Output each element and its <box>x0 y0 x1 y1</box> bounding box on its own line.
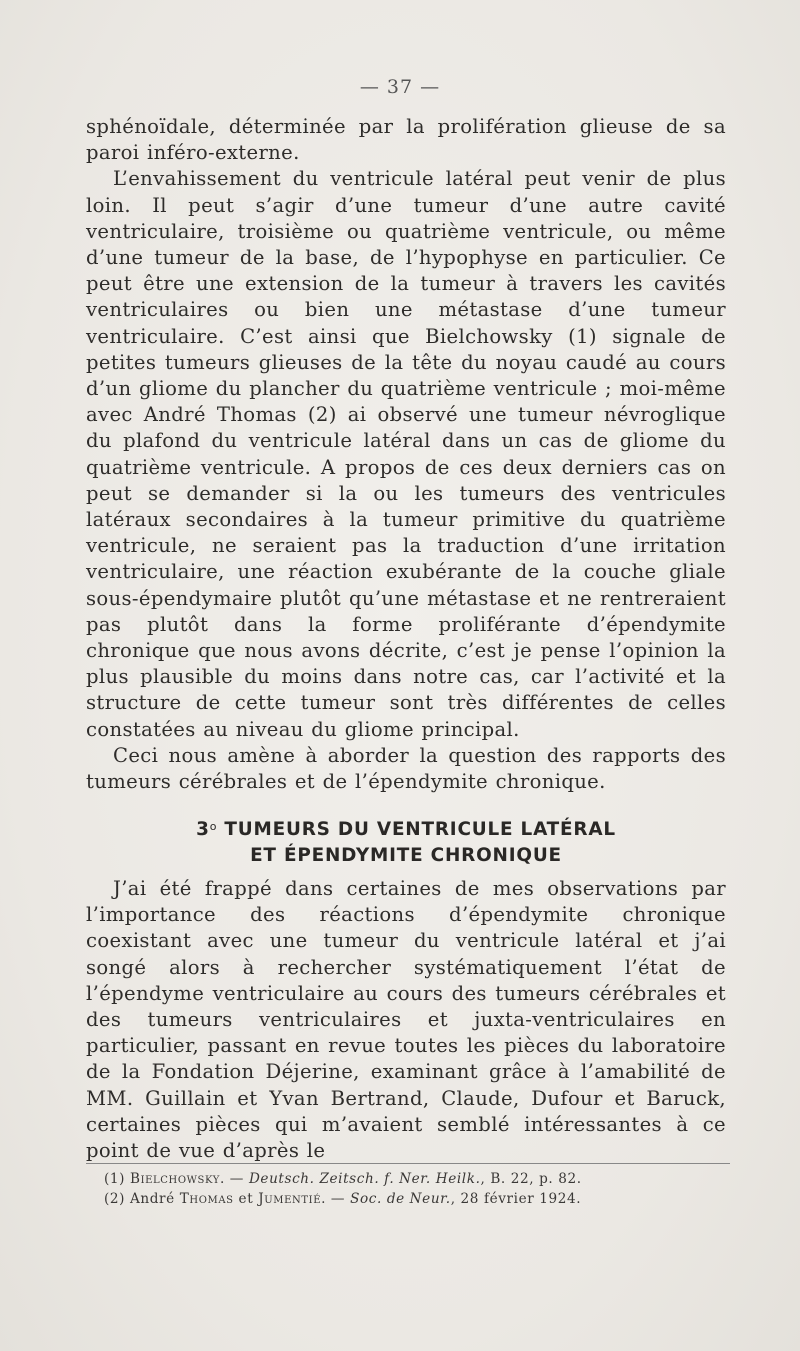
body-text-top <box>86 114 726 795</box>
section-title-line-2: ET ÉPENDYMITE CHRONIQUE <box>250 845 562 866</box>
footnote-author: Thomas <box>179 1190 234 1207</box>
paragraph: Ceci nous amène à aborder la question des rapports des tumeurs cérébrales et de l’épendymite chronique. <box>86 743 726 794</box>
footnote-1 <box>104 1170 724 1190</box>
footnote-marker: (1) <box>104 1171 126 1187</box>
footnote-divider <box>86 1163 730 1164</box>
footnote-conjunction: et <box>233 1190 259 1207</box>
footnote-details: , B. 22, p. 82. <box>480 1171 582 1187</box>
section-heading-line-1 <box>86 814 726 843</box>
footnotes <box>104 1170 724 1209</box>
footnote-author: Bielchowsky <box>129 1171 220 1187</box>
section-title-line-1: TUMEURS DU VENTRICULE LATÉRAL <box>224 819 616 840</box>
section-number-suffix: o <box>209 820 218 833</box>
footnote-author-prefix: André <box>129 1190 180 1207</box>
page-number: — 37 — <box>359 76 441 98</box>
paragraph: J’ai été frappé dans certaines de mes observations par l’importance des réactions d’épendymite chronique coexistant avec une tumeur du ventricule latéral et j’ai songé alors à rechercher systématiquement l’état de l’épendyme ventriculaire au cours des tumeurs cérébrales et des tumeurs ventriculaires et juxta-ventriculaires en particulier, passant en revue toutes les pièces du laboratoire de la Fondation Déjerine, examinant grâce à l’amabilité de MM. Guillain et Yvan Bertrand, Claude, Dufour et Baruck, certaines pièces qui m’avaient semblé intéressantes à ce point de vue d’après le <box>86 877 726 1163</box>
footnote-marker: (2) <box>104 1190 126 1207</box>
footnote-details: , 28 février 1924. <box>450 1190 582 1207</box>
footnote-separator: . — <box>219 1171 249 1187</box>
footnote-coauthor: Jumentié <box>258 1190 322 1207</box>
footnote-2 <box>104 1190 724 1210</box>
section-heading <box>86 814 726 869</box>
body-text-bottom <box>86 876 726 1164</box>
footnote-separator: . — <box>321 1190 351 1207</box>
paragraph: L’envahissement du ventricule latéral peut venir de plus loin. Il peut s’agir d’une tumeur d’une autre cavité ventriculaire, troisième ou quatrième ventricule, ou même d’une tumeur de la base, de l’hypophyse en particulier. Ce peut être une extension de la tumeur à travers les cavités ventriculaires ou bien une métastase d’une tumeur ventriculaire. C’est ainsi que Bielchowsky (1) signale de petites tumeurs glieuses de la tête du noyau caudé au cours d’un gliome du plancher du quatrième ventricule ; moi-même avec André Thomas (2) ai observé une tumeur névroglique du plafond du ventricule latéral dans un cas de gliome du quatrième ventricule. A propos de ces deux derniers cas on peut se demander si la ou les tumeurs des ventricules latéraux secondaires à la tumeur primitive du quatrième ventricule, ne seraient pas la traduction d’une irritation ventriculaire, une réaction exubérante de la couche gliale sous-épendymaire plutôt qu’une métastase et ne rentreraient pas plutôt dans la forme proliférante d’épendymite chronique que nous avons décrite, c’est je pense l’opinion la plus plausible du moins dans notre cas, car l’activité et la structure de cette tumeur sont très différentes de celles constatées au niveau du gliome principal. <box>86 167 726 741</box>
paragraph: sphénoïdale, déterminée par la prolifération glieuse de sa paroi inféro-externe. <box>86 115 726 165</box>
footnote-journal: Soc. de Neur. <box>350 1190 451 1207</box>
footnote-journal: Deutsch. Zeitsch. f. Ner. Heilk. <box>248 1171 481 1187</box>
section-number: 3 <box>196 819 210 840</box>
